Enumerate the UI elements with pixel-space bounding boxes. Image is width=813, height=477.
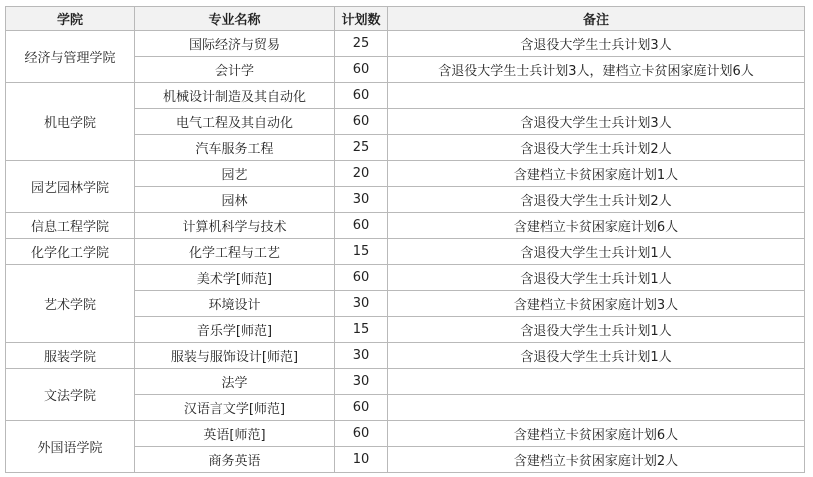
table-row [6, 421, 805, 447]
note-cell: 含建档立卡贫困家庭计划2人 [388, 447, 805, 473]
table-row [6, 83, 805, 109]
college-cell: 园艺园林学院 [6, 161, 135, 213]
college-cell: 经济与管理学院 [6, 31, 135, 83]
note-cell [388, 369, 805, 395]
note-cell: 含退役大学生士兵计划3人，建档立卡贫困家庭计划6人 [388, 57, 805, 83]
table-row [6, 265, 805, 291]
college-cell: 化学化工学院 [6, 239, 135, 265]
header-college: 学院 [6, 7, 135, 31]
note-cell: 含退役大学生士兵计划3人 [388, 31, 805, 57]
major-cell: 服装与服饰设计[师范] [135, 343, 335, 369]
table-row [6, 161, 805, 187]
table-row [6, 213, 805, 239]
major-cell: 美术学[师范] [135, 265, 335, 291]
major-cell: 机械设计制造及其自动化 [135, 83, 335, 109]
header-note: 备注 [388, 7, 805, 31]
count-cell: 60 [335, 57, 388, 83]
count-cell: 30 [335, 369, 388, 395]
college-cell: 文法学院 [6, 369, 135, 421]
table-row [6, 369, 805, 395]
count-cell: 60 [335, 421, 388, 447]
note-cell: 含退役大学生士兵计划1人 [388, 265, 805, 291]
note-cell: 含退役大学生士兵计划1人 [388, 239, 805, 265]
major-cell: 计算机科学与技术 [135, 213, 335, 239]
note-cell [388, 83, 805, 109]
major-cell: 环境设计 [135, 291, 335, 317]
major-cell: 法学 [135, 369, 335, 395]
count-cell: 60 [335, 265, 388, 291]
note-cell: 含建档立卡贫困家庭计划6人 [388, 421, 805, 447]
count-cell: 60 [335, 395, 388, 421]
table-body [6, 31, 805, 473]
major-cell: 化学工程与工艺 [135, 239, 335, 265]
count-cell: 25 [335, 31, 388, 57]
major-cell: 电气工程及其自动化 [135, 109, 335, 135]
table-row [6, 343, 805, 369]
note-cell: 含退役大学生士兵计划1人 [388, 343, 805, 369]
college-cell: 外国语学院 [6, 421, 135, 473]
college-cell: 机电学院 [6, 83, 135, 161]
note-cell: 含退役大学生士兵计划3人 [388, 109, 805, 135]
major-cell: 园林 [135, 187, 335, 213]
count-cell: 15 [335, 317, 388, 343]
note-cell: 含建档立卡贫困家庭计划1人 [388, 161, 805, 187]
header-major: 专业名称 [135, 7, 335, 31]
count-cell: 60 [335, 213, 388, 239]
table-row [6, 239, 805, 265]
count-cell: 30 [335, 187, 388, 213]
college-cell: 服装学院 [6, 343, 135, 369]
header-row [6, 7, 805, 31]
table-header [6, 7, 805, 31]
note-cell: 含退役大学生士兵计划1人 [388, 317, 805, 343]
major-cell: 会计学 [135, 57, 335, 83]
note-cell: 含退役大学生士兵计划2人 [388, 187, 805, 213]
count-cell: 60 [335, 83, 388, 109]
count-cell: 30 [335, 291, 388, 317]
college-cell: 艺术学院 [6, 265, 135, 343]
major-cell: 商务英语 [135, 447, 335, 473]
header-count: 计划数 [335, 7, 388, 31]
note-cell: 含退役大学生士兵计划2人 [388, 135, 805, 161]
college-cell: 信息工程学院 [6, 213, 135, 239]
note-cell: 含建档立卡贫困家庭计划3人 [388, 291, 805, 317]
count-cell: 20 [335, 161, 388, 187]
major-cell: 园艺 [135, 161, 335, 187]
major-cell: 汉语言文学[师范] [135, 395, 335, 421]
count-cell: 30 [335, 343, 388, 369]
count-cell: 15 [335, 239, 388, 265]
major-cell: 国际经济与贸易 [135, 31, 335, 57]
count-cell: 25 [335, 135, 388, 161]
table-row [6, 31, 805, 57]
major-cell: 英语[师范] [135, 421, 335, 447]
major-cell: 汽车服务工程 [135, 135, 335, 161]
major-cell: 音乐学[师范] [135, 317, 335, 343]
count-cell: 10 [335, 447, 388, 473]
count-cell: 60 [335, 109, 388, 135]
note-cell: 含建档立卡贫困家庭计划6人 [388, 213, 805, 239]
enrollment-plan-table [5, 6, 805, 473]
note-cell [388, 395, 805, 421]
